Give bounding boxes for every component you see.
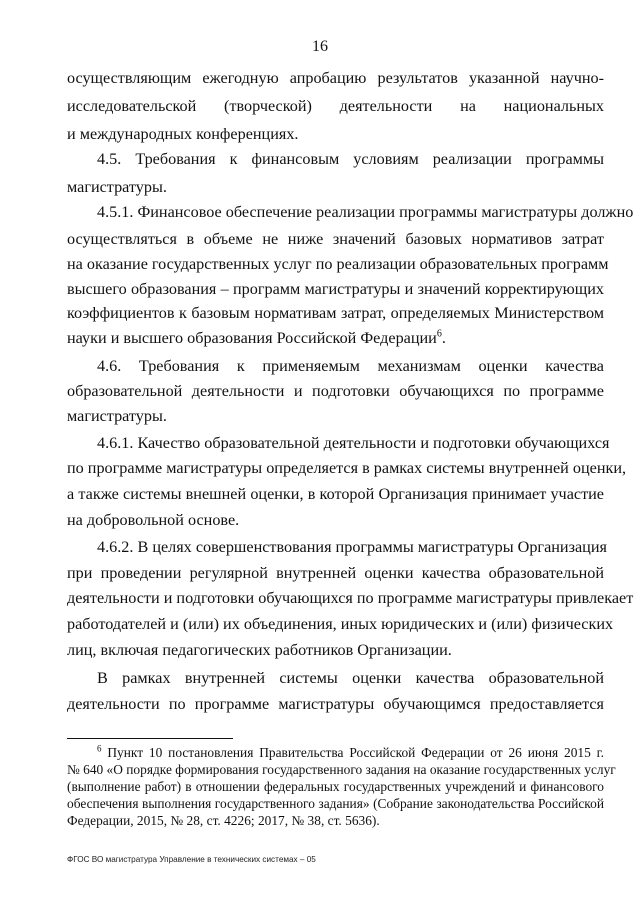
body-line: по программе магистратуры определяется в рамках системы внутренней оценки, xyxy=(67,459,627,477)
body-line-with-footnote xyxy=(67,328,604,348)
body-line: деятельности и подготовки обучающихся по программе магистратуры привлекает xyxy=(67,589,634,607)
body-line: осуществляться в объеме не ниже значений базовых нормативов затрат xyxy=(67,230,604,248)
body-line: 4.6.1. Качество образовательной деятельности и подготовки обучающихся xyxy=(97,434,610,452)
body-line-text: науки и высшего образования Российской Федерации xyxy=(67,329,437,347)
body-line: работодателей и (или) их объединения, иных юридических и (или) физических xyxy=(67,615,614,633)
body-line: 4.5.1. Финансовое обеспечение реализации программы магистратуры должно xyxy=(97,203,634,221)
document-footer: ФГОС ВО магистратура Управление в технических системах – 05 xyxy=(67,855,316,864)
footnote-divider xyxy=(67,738,233,739)
footnote-line: Федерации, 2015, № 28, ст. 4226; 2017, № 38, ст. 5636). xyxy=(67,813,380,828)
sentence-end: . xyxy=(441,329,446,347)
body-line: магистратуры. xyxy=(67,178,167,196)
body-line: на добровольной основе. xyxy=(67,511,240,529)
footnote-line: обеспечения выполнения государственного задания» (Собрание законодательства Российской xyxy=(67,796,604,811)
body-line: В рамках внутренней системы оценки качества образовательной xyxy=(97,669,604,687)
body-line: магистратуры. xyxy=(67,407,167,425)
body-line: а также системы внешней оценки, в которой Организация принимает участие xyxy=(67,485,604,503)
body-line: исследовательской (творческой) деятельности на национальных xyxy=(67,97,604,115)
body-line: и международных конференциях. xyxy=(67,125,299,143)
body-line: образовательной деятельности и подготовки обучающихся по программе xyxy=(67,382,604,400)
footnote-reference: 6 xyxy=(436,328,442,340)
body-line: осуществляющим ежегодную апробацию результатов указанной научно- xyxy=(67,69,604,87)
footnote-line: (выполнение работ) в отношении федеральных государственных учреждений и финансового xyxy=(67,779,604,794)
footnote-marker: 6 xyxy=(97,743,102,754)
section-heading-4-6: 4.6. Требования к применяемым механизмам оценки качества xyxy=(97,357,604,375)
body-line: коэффициентов к базовым нормативам затрат, определяемых Министерством xyxy=(67,304,604,322)
footnote-line xyxy=(97,744,604,761)
body-line: деятельности по программе магистратуры обучающимся предоставляется xyxy=(67,695,604,713)
section-heading-4-5: 4.5. Требования к финансовым условиям реализации программы xyxy=(97,150,604,168)
footnote-text: Пункт 10 постановления Правительства Российской Федерации от 26 июня 2015 г. xyxy=(107,745,604,760)
footnote-line: № 640 «О порядке формирования государственного задания на оказание государственных услуг xyxy=(67,762,616,777)
body-line: 4.6.2. В целях совершенствования программы магистратуры Организация xyxy=(97,538,607,556)
page-number: 16 xyxy=(312,38,328,55)
body-line: лиц, включая педагогических работников Организации. xyxy=(67,641,452,659)
body-line: высшего образования – программ магистратуры и значений корректирующих xyxy=(67,280,604,298)
body-line: при проведении регулярной внутренней оценки качества образовательной xyxy=(67,564,604,582)
body-line: на оказание государственных услуг по реализации образовательных программ xyxy=(67,255,609,273)
